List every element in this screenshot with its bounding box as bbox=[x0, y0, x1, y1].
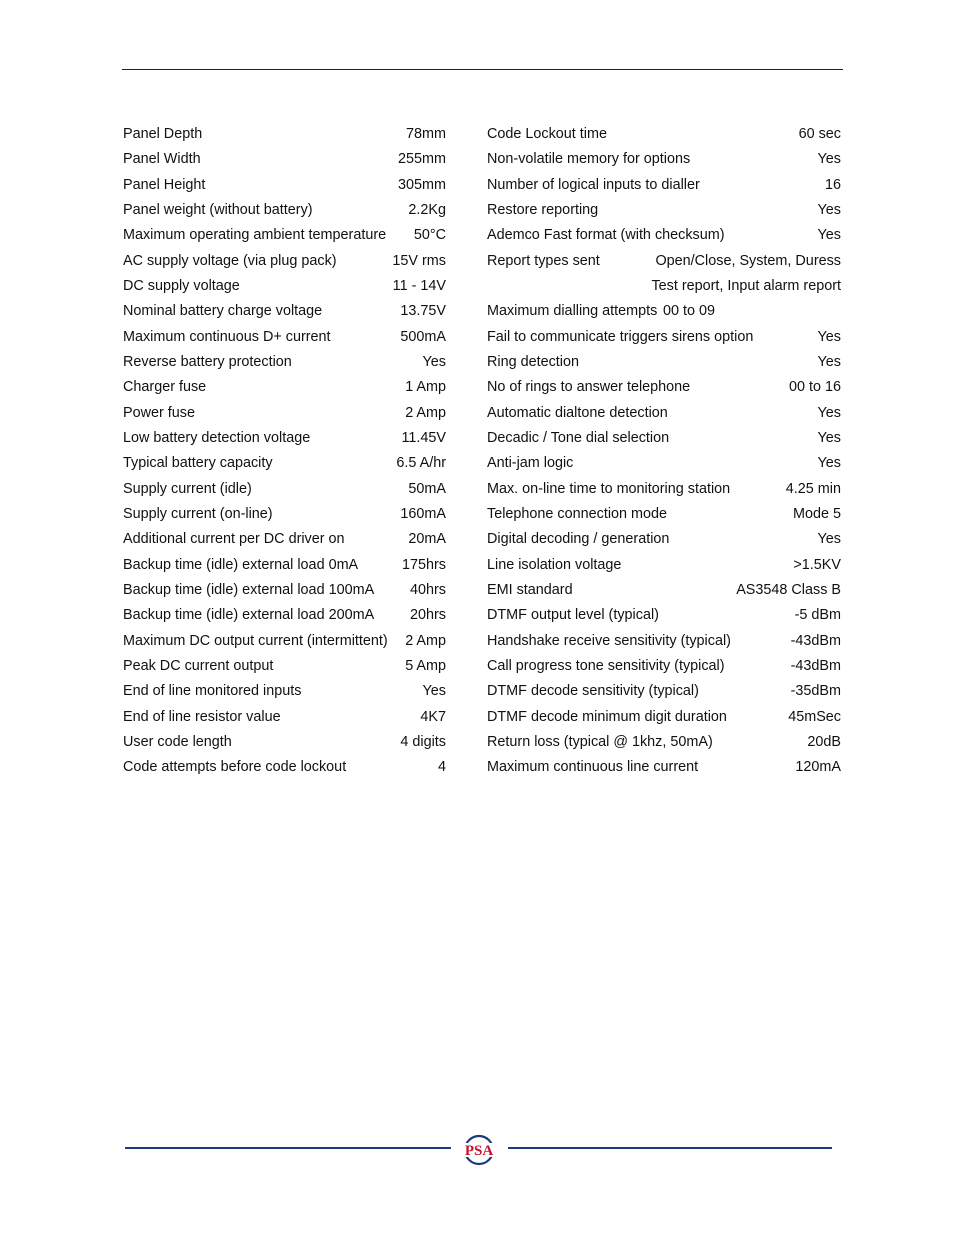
spec-label: Fail to communicate triggers sirens option bbox=[487, 328, 754, 345]
spec-value: Yes bbox=[422, 353, 446, 370]
left-spec-column bbox=[123, 122, 446, 781]
spec-row bbox=[123, 705, 446, 730]
psa-logo bbox=[458, 1133, 500, 1167]
spec-label: Restore reporting bbox=[487, 201, 599, 218]
spec-value: >1.5KV bbox=[793, 556, 841, 573]
spec-value: Open/Close, System, Duress bbox=[655, 252, 841, 269]
spec-row bbox=[487, 147, 841, 172]
spec-label: DTMF output level (typical) bbox=[487, 607, 659, 624]
spec-row bbox=[487, 730, 841, 755]
spec-row bbox=[123, 755, 446, 780]
spec-value: 6.5 A/hr bbox=[396, 455, 446, 472]
spec-label: Return loss (typical @ 1khz, 50mA) bbox=[487, 733, 713, 750]
spec-row bbox=[487, 426, 841, 451]
spec-row bbox=[123, 325, 446, 350]
spec-label: DC supply voltage bbox=[123, 277, 240, 294]
spec-row bbox=[487, 527, 841, 552]
spec-value: Yes bbox=[817, 328, 841, 345]
spec-value: 120mA bbox=[795, 759, 841, 776]
spec-row bbox=[123, 578, 446, 603]
spec-label: EMI standard bbox=[487, 581, 573, 598]
spec-label: Handshake receive sensitivity (typical) bbox=[487, 632, 731, 649]
spec-label: Maximum continuous line current bbox=[487, 759, 699, 776]
spec-row bbox=[487, 705, 841, 730]
spec-value: 500mA bbox=[400, 328, 446, 345]
spec-row bbox=[123, 679, 446, 704]
spec-label: Panel weight (without battery) bbox=[123, 201, 313, 218]
spec-label: Ademco Fast format (with checksum) bbox=[487, 227, 725, 244]
spec-value: 11.45V bbox=[401, 429, 446, 446]
spec-label: Reverse battery protection bbox=[123, 353, 292, 370]
spec-label: DTMF decode minimum digit duration bbox=[487, 708, 727, 725]
spec-row bbox=[123, 629, 446, 654]
spec-value: 255mm bbox=[398, 151, 446, 168]
spec-value: 13.75V bbox=[400, 303, 446, 320]
spec-label: Non-volatile memory for options bbox=[487, 151, 691, 168]
spec-label: Code attempts before code lockout bbox=[123, 759, 347, 776]
spec-row bbox=[123, 223, 446, 248]
spec-label: Number of logical inputs to dialler bbox=[487, 176, 700, 193]
spec-value: 305mm bbox=[398, 176, 446, 193]
spec-row bbox=[123, 654, 446, 679]
spec-value: -35dBm bbox=[790, 683, 841, 700]
spec-row bbox=[487, 350, 841, 375]
spec-value: 20hrs bbox=[410, 607, 446, 624]
spec-label: Call progress tone sensitivity (typical) bbox=[487, 657, 725, 674]
spec-row bbox=[123, 477, 446, 502]
spec-value: 5 Amp bbox=[405, 657, 446, 674]
spec-value: Yes bbox=[817, 531, 841, 548]
spec-row bbox=[123, 274, 446, 299]
spec-label: Backup time (idle) external load 100mA bbox=[123, 581, 375, 598]
spec-label: Panel Depth bbox=[123, 126, 203, 142]
spec-row bbox=[487, 223, 841, 248]
spec-value: Mode 5 bbox=[793, 505, 841, 522]
spec-value: 175hrs bbox=[401, 556, 446, 573]
spec-value: Yes bbox=[817, 353, 841, 370]
spec-row bbox=[487, 122, 841, 147]
spec-value: -43dBm bbox=[790, 657, 841, 674]
spec-value: 45mSec bbox=[788, 708, 841, 725]
spec-label: Nominal battery charge voltage bbox=[123, 303, 323, 320]
spec-value: 50°C bbox=[413, 227, 446, 244]
spec-row bbox=[123, 350, 446, 375]
logo-text: PSA bbox=[464, 1143, 494, 1159]
spec-row-continuation bbox=[487, 274, 841, 299]
spec-row bbox=[123, 426, 446, 451]
spec-label: Supply current (on-line) bbox=[123, 505, 273, 522]
spec-row bbox=[123, 122, 446, 147]
spec-label: Automatic dialtone detection bbox=[487, 404, 668, 421]
spec-value: 16 bbox=[824, 176, 841, 193]
spec-label: Maximum operating ambient temperature bbox=[123, 227, 387, 244]
right-spec-column bbox=[487, 122, 841, 781]
spec-label: Low battery detection voltage bbox=[123, 429, 311, 446]
spec-value: Test report, Input alarm report bbox=[651, 277, 841, 294]
spec-label: End of line resistor value bbox=[123, 708, 281, 725]
spec-value: 4K7 bbox=[420, 708, 446, 725]
spec-value: Yes bbox=[422, 683, 446, 700]
spec-value: 20mA bbox=[408, 531, 446, 548]
spec-row bbox=[487, 249, 841, 274]
spec-row bbox=[123, 173, 446, 198]
spec-row bbox=[487, 755, 841, 780]
spec-row bbox=[123, 603, 446, 628]
spec-label: Backup time (idle) external load 0mA bbox=[123, 556, 359, 573]
spec-row bbox=[487, 477, 841, 502]
spec-label: Anti-jam logic bbox=[487, 455, 574, 472]
spec-label: Line isolation voltage bbox=[487, 556, 622, 573]
spec-row bbox=[123, 198, 446, 223]
spec-label: Ring detection bbox=[487, 353, 580, 370]
spec-row bbox=[123, 401, 446, 426]
spec-label: AC supply voltage (via plug pack) bbox=[123, 252, 337, 269]
spec-value: 4 bbox=[437, 759, 446, 776]
spec-label: Maximum dialling attempts bbox=[487, 303, 658, 320]
spec-row bbox=[487, 173, 841, 198]
spec-row bbox=[487, 679, 841, 704]
spec-row bbox=[123, 147, 446, 172]
spec-value: Yes bbox=[817, 404, 841, 421]
spec-row bbox=[487, 553, 841, 578]
spec-value: Yes bbox=[817, 151, 841, 168]
spec-label: Maximum continuous D+ current bbox=[123, 328, 331, 345]
spec-label: Peak DC current output bbox=[123, 657, 274, 674]
spec-label: Typical battery capacity bbox=[123, 455, 273, 472]
spec-row bbox=[123, 375, 446, 400]
spec-value: 1 Amp bbox=[405, 379, 446, 396]
spec-value: Yes bbox=[817, 429, 841, 446]
spec-row bbox=[123, 299, 446, 324]
spec-value: Yes bbox=[817, 227, 841, 244]
spec-label: Telephone connection mode bbox=[487, 505, 668, 522]
spec-value: 15V rms bbox=[392, 252, 446, 269]
spec-value: -43dBm bbox=[790, 632, 841, 649]
spec-row bbox=[123, 730, 446, 755]
spec-row bbox=[123, 249, 446, 274]
spec-label: Panel Width bbox=[123, 151, 201, 168]
spec-value: 2.2Kg bbox=[408, 201, 446, 218]
spec-value: 160mA bbox=[400, 505, 446, 522]
spec-value: 4.25 min bbox=[785, 480, 841, 497]
footer-rule-right bbox=[508, 1147, 832, 1149]
spec-row bbox=[487, 325, 841, 350]
spec-row bbox=[487, 578, 841, 603]
spec-label: DTMF decode sensitivity (typical) bbox=[487, 683, 699, 700]
spec-label: Digital decoding / generation bbox=[487, 531, 670, 548]
spec-value: 2 Amp bbox=[405, 632, 446, 649]
spec-label: Power fuse bbox=[123, 404, 195, 421]
spec-value: Yes bbox=[817, 201, 841, 218]
spec-value: 00 to 16 bbox=[788, 379, 841, 396]
spec-value: 2 Amp bbox=[405, 404, 446, 421]
spec-row bbox=[487, 198, 841, 223]
spec-label: Maximum DC output current (intermittent) bbox=[123, 632, 388, 649]
spec-row bbox=[487, 502, 841, 527]
header-rule bbox=[122, 69, 843, 70]
spec-value: AS3548 Class B bbox=[736, 581, 841, 598]
spec-row bbox=[487, 654, 841, 679]
spec-row bbox=[123, 451, 446, 476]
spec-label: No of rings to answer telephone bbox=[487, 379, 691, 396]
spec-label: Supply current (idle) bbox=[123, 480, 252, 497]
spec-value: 4 digits bbox=[400, 733, 446, 750]
spec-label: Report types sent bbox=[487, 252, 600, 269]
spec-label: Decadic / Tone dial selection bbox=[487, 429, 670, 446]
spec-label: End of line monitored inputs bbox=[123, 683, 302, 700]
spec-value: 78mm bbox=[406, 126, 446, 142]
spec-row bbox=[487, 375, 841, 400]
spec-row bbox=[123, 553, 446, 578]
spec-label: Charger fuse bbox=[123, 379, 207, 396]
spec-value: -5 dBm bbox=[794, 607, 841, 624]
spec-label: Panel Height bbox=[123, 176, 206, 193]
spec-value: 11 - 14V bbox=[392, 277, 446, 294]
spec-row bbox=[487, 451, 841, 476]
spec-value: 00 to 09 bbox=[663, 303, 716, 320]
spec-label: User code length bbox=[123, 733, 232, 750]
spec-value: 20dB bbox=[807, 733, 841, 750]
spec-row bbox=[487, 299, 841, 324]
spec-value: Yes bbox=[817, 455, 841, 472]
spec-row bbox=[123, 502, 446, 527]
spec-row bbox=[487, 603, 841, 628]
spec-row bbox=[487, 401, 841, 426]
spec-value: 60 sec bbox=[798, 126, 841, 142]
spec-value: 40hrs bbox=[410, 581, 446, 598]
footer-rule-left bbox=[125, 1147, 451, 1149]
spec-row bbox=[487, 629, 841, 654]
spec-label: Max. on-line time to monitoring station bbox=[487, 480, 731, 497]
spec-label: Backup time (idle) external load 200mA bbox=[123, 607, 375, 624]
spec-row bbox=[123, 527, 446, 552]
spec-value: 50mA bbox=[408, 480, 446, 497]
spec-label: Additional current per DC driver on bbox=[123, 531, 345, 548]
spec-label: Code Lockout time bbox=[487, 126, 607, 142]
